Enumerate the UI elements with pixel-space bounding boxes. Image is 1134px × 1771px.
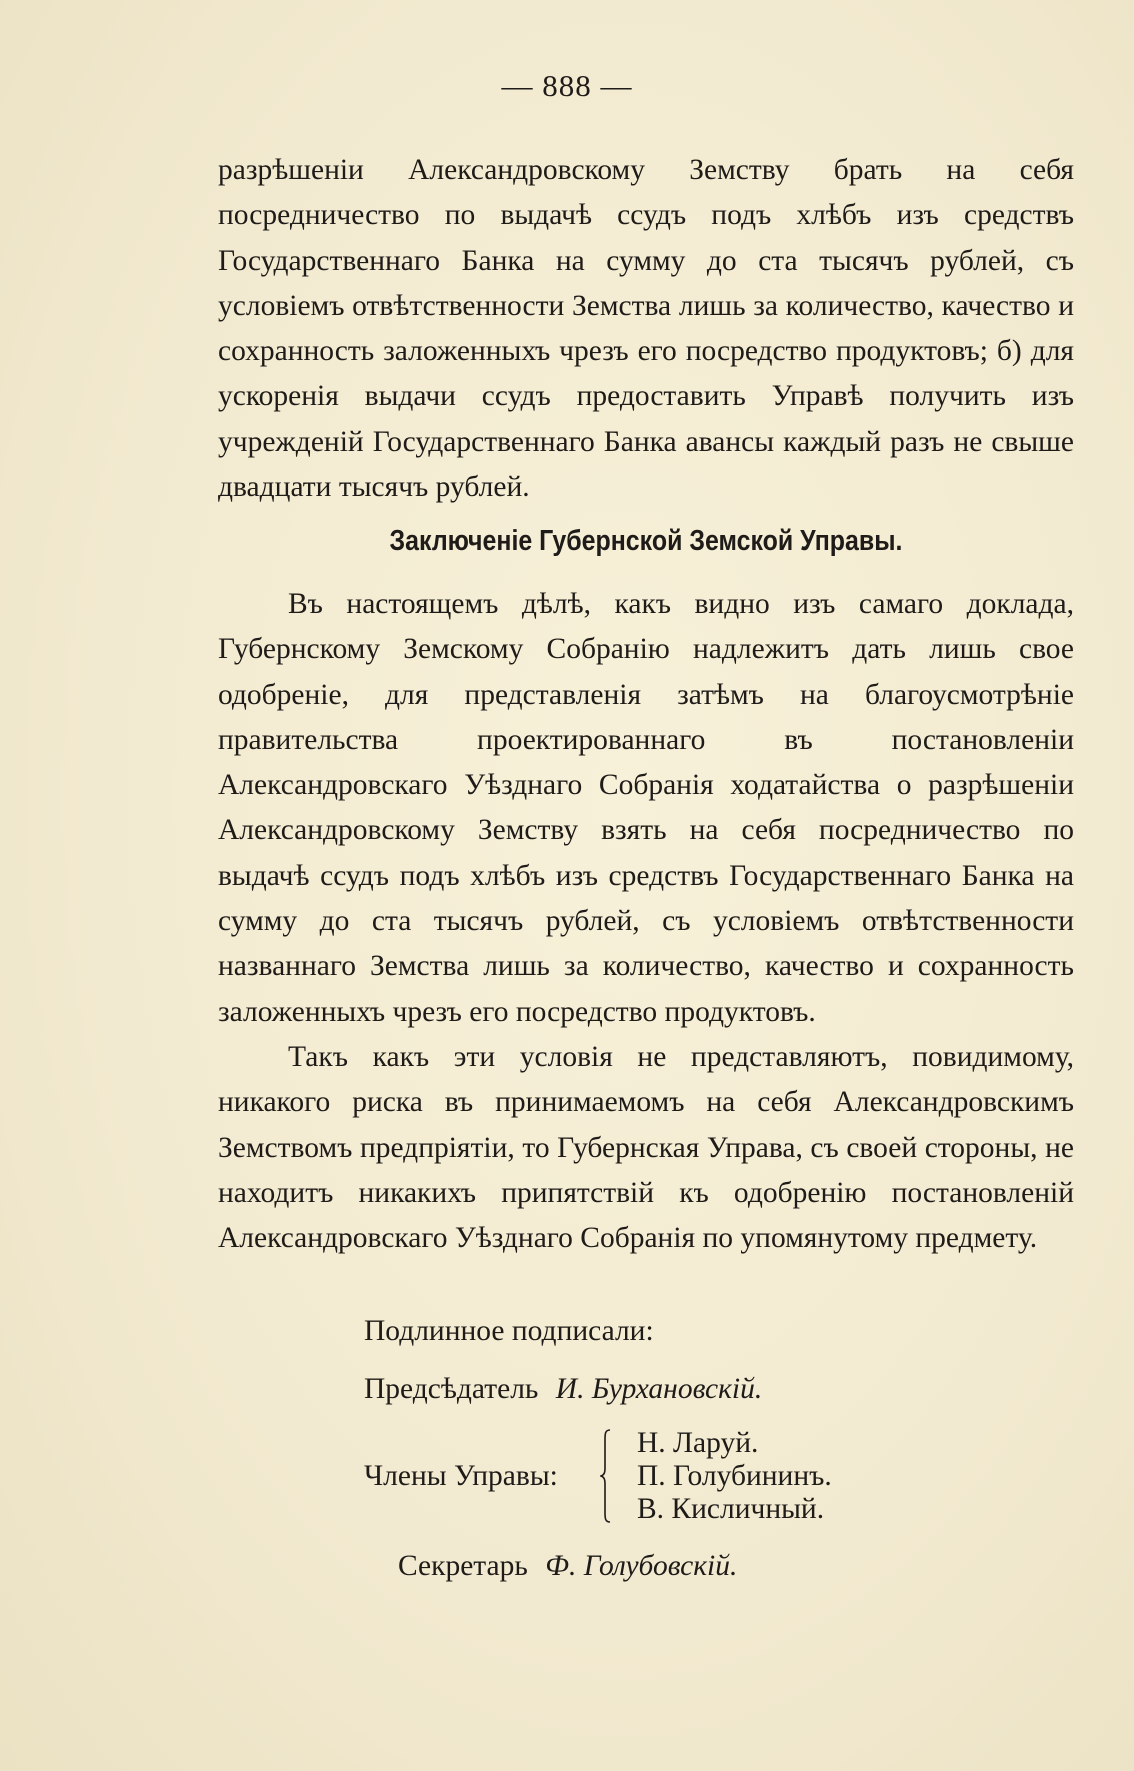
members-brace [600, 1428, 614, 1524]
members-title: Члены Управы: [364, 1460, 558, 1492]
chairman-signature [364, 1373, 762, 1406]
secretary-name: Ф. Голубовскій. [545, 1550, 738, 1582]
secretary-title: Секретарь [398, 1550, 528, 1582]
page-number: — 888 — [501, 68, 633, 103]
chairman-name: И. Бурхановскій. [555, 1373, 763, 1405]
paragraph-1: разрѣшеніи Александровскому Земству брать на себя посредничество по выдачѣ ссудъ подъ хлѣбъ изъ средствъ Государственнаго Банка на сумму до ста тысячъ рублей, съ условіемъ отвѣтственности Земства лишь за количество, качество и сохранность заложенныхъ чрезъ его посредство продуктовъ; б) для ускоренія выдачи ссудъ предоставить Управѣ получить изъ учрежденій Государственнаго Банка авансы каждый разъ не свыше двадцати тысячъ рублей. [218, 154, 1074, 504]
paragraph-2: Въ настоящемъ дѣлѣ, какъ видно изъ самаго доклада, Губернскому Земскому Собранію надлежитъ дать лишь свое одобреніе, для представленія затѣмъ на благоусмотрѣніе правительства проектированнаго въ постановленіи Александровскаго Уѣзднаго Собранія ходатайства о разрѣшеніи Александровскому Земству взять на себя посредничество по выдачѣ ссудъ подъ хлѣбъ изъ средствъ Государственнаго Банка на сумму до ста тысячъ рублей, съ условіемъ отвѣтственности названнаго Земства лишь за количество, качество и сохранность заложенныхъ чрезъ его посредство продуктовъ. [218, 588, 1074, 1028]
signatures-intro: Подлинное подписали: [364, 1315, 654, 1347]
paragraph-3: Такъ какъ эти условія не представляютъ, повидимому, никакого риска въ принимаемомъ на себя Александровскимъ Земствомъ предпріятіи, то Губернская Управа, съ своей стороны, не находитъ никакихъ припятствій къ одобренію постановленій Александровскаго Уѣзднаго Собранія по упомянутому предмету. [218, 1040, 1074, 1255]
opening-paragraph-block [218, 148, 1074, 510]
conclusion-section [218, 582, 1074, 1261]
member-name-2: П. Голубининъ. [637, 1460, 832, 1492]
member-name-1: Н. Ларуй. [637, 1427, 759, 1459]
secretary-signature [398, 1550, 737, 1583]
chairman-title: Предсѣдатель [364, 1373, 539, 1405]
member-name-3: В. Кисличный. [637, 1493, 825, 1525]
curly-brace-icon [600, 1428, 614, 1524]
section-heading: Заключеніе Губернской Земской Управы. [389, 525, 903, 557]
